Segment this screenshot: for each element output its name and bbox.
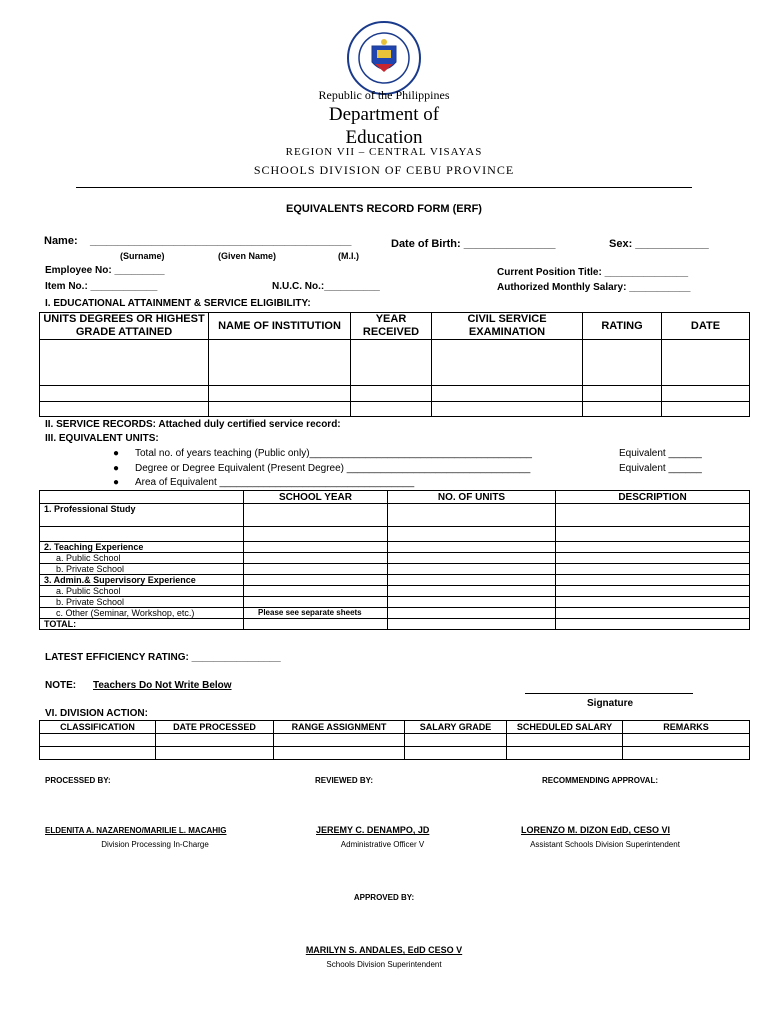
- bullet-1: ●: [113, 448, 120, 459]
- reviewer-name: JEREMY C. DENAMPO, JD: [316, 825, 430, 835]
- row-units[interactable]: [388, 504, 556, 527]
- section2-title: II. SERVICE RECORDS: Attached duly certified service record:: [45, 419, 341, 430]
- surname-caption: (Surname): [120, 251, 165, 261]
- table-row[interactable]: [40, 597, 750, 608]
- approved-by-label: APPROVED BY:: [353, 893, 415, 902]
- bullet1-text[interactable]: Total no. of years teaching (Public only)________________________________________: [135, 448, 532, 459]
- division-action-table: [39, 720, 750, 760]
- salary-field[interactable]: Authorized Monthly Salary: ___________: [497, 282, 691, 293]
- signature-line[interactable]: [525, 693, 693, 694]
- section1-title: I. EDUCATIONAL ATTAINMENT & SERVICE ELIGIBILITY:: [45, 298, 311, 309]
- row-description[interactable]: [556, 586, 750, 597]
- table-row[interactable]: [40, 402, 750, 417]
- col-units: UNITS DEGREES OR HIGHEST GRADE ATTAINED: [40, 313, 209, 340]
- bullet-3: ●: [113, 477, 120, 488]
- col-range: RANGE ASSIGNMENT: [274, 721, 405, 734]
- department-line1: Department of: [328, 104, 440, 125]
- reviewed-by-label: REVIEWED BY:: [315, 776, 374, 785]
- row-label: b. Private School: [40, 597, 244, 608]
- col-salary-grade: SALARY GRADE: [405, 721, 507, 734]
- recommending-label: RECOMMENDING APPROVAL:: [542, 776, 658, 785]
- education-table: [39, 312, 750, 417]
- row-units[interactable]: [388, 619, 556, 630]
- row-label: a. Public School: [40, 553, 244, 564]
- row-description[interactable]: [556, 597, 750, 608]
- row-school-year[interactable]: [244, 575, 388, 586]
- row-label: b. Private School: [40, 564, 244, 575]
- row-description[interactable]: [556, 575, 750, 586]
- approver-name: MARILYN S. ANDALES, EdD CESO V: [305, 945, 463, 955]
- row-label: 2. Teaching Experience: [40, 542, 244, 553]
- table-row[interactable]: [40, 553, 750, 564]
- approver-title: Schools Division Superintendent: [326, 960, 442, 969]
- col-classification: CLASSIFICATION: [40, 721, 156, 734]
- row-units[interactable]: [388, 575, 556, 586]
- table-row[interactable]: [40, 527, 750, 542]
- row-school-year[interactable]: [244, 564, 388, 575]
- col-year: YEAR RECEIVED: [351, 313, 432, 340]
- row-school-year[interactable]: [244, 527, 388, 542]
- republic-label: Republic of the Philippines: [318, 88, 450, 102]
- col-date-processed: DATE PROCESSED: [156, 721, 274, 734]
- row-units[interactable]: [388, 597, 556, 608]
- division-label: SCHOOLS DIVISION OF CEBU PROVINCE: [253, 163, 515, 177]
- row-description[interactable]: [556, 542, 750, 553]
- sex-field[interactable]: Sex: ____________: [609, 238, 709, 250]
- processor-name: ELDENITA A. NAZARENO/MARILIE L. MACAHIG: [45, 826, 227, 835]
- recommender-title: Assistant Schools Division Superintendent: [530, 840, 680, 849]
- bullet2-equivalent[interactable]: Equivalent ______: [619, 463, 702, 474]
- deped-seal: [346, 20, 422, 96]
- name-field[interactable]: _______________________________________________: [90, 236, 352, 247]
- row-units[interactable]: [388, 527, 556, 542]
- table-row[interactable]: [40, 340, 750, 386]
- name-label: Name:: [44, 235, 78, 247]
- table-row[interactable]: [40, 564, 750, 575]
- row-units[interactable]: [388, 586, 556, 597]
- col-scheduled-salary: SCHEDULED SALARY: [507, 721, 623, 734]
- department-line2: Education: [345, 127, 423, 148]
- item-no-field[interactable]: Item No.: ____________: [45, 281, 158, 292]
- processed-by-label: PROCESSED BY:: [45, 776, 111, 785]
- col-institution: NAME OF INSTITUTION: [209, 313, 351, 340]
- row-school-year[interactable]: [244, 619, 388, 630]
- equivalent-units-table: [39, 490, 750, 630]
- table-row[interactable]: [40, 734, 750, 747]
- row-units[interactable]: [388, 553, 556, 564]
- row-units[interactable]: [388, 608, 556, 619]
- table-row[interactable]: [40, 586, 750, 597]
- form-title: EQUIVALENTS RECORD FORM (ERF): [286, 203, 482, 215]
- col-date: DATE: [662, 313, 750, 340]
- nuc-no-field[interactable]: N.U.C. No.:__________: [272, 281, 380, 292]
- col-units: NO. OF UNITS: [388, 491, 556, 504]
- col-school-year: SCHOOL YEAR: [244, 491, 388, 504]
- efficiency-rating[interactable]: LATEST EFFICIENCY RATING: ________________: [45, 652, 281, 663]
- row-label: TOTAL:: [40, 619, 244, 630]
- reviewer-title: Administrative Officer V: [340, 840, 425, 849]
- dob-field[interactable]: Date of Birth: _______________: [391, 238, 556, 250]
- note-label: NOTE:: [45, 680, 77, 691]
- table-row[interactable]: [40, 504, 750, 527]
- row-description[interactable]: [556, 527, 750, 542]
- bullet-2: ●: [113, 463, 120, 474]
- table-row[interactable]: [40, 619, 750, 630]
- row-description[interactable]: [556, 553, 750, 564]
- row-school-year[interactable]: [244, 597, 388, 608]
- header-rule: [76, 187, 692, 188]
- table-row[interactable]: [40, 747, 750, 760]
- employee-no-field[interactable]: Employee No: _________: [45, 265, 165, 276]
- bullet3-text[interactable]: Area of Equivalent ___________________________________: [135, 477, 415, 488]
- row-label: a. Public School: [40, 586, 244, 597]
- bullet2-text[interactable]: Degree or Degree Equivalent (Present Degree) _________________________________: [135, 463, 531, 474]
- row-label: 1. Professional Study: [40, 504, 244, 527]
- table-row[interactable]: [40, 542, 750, 553]
- row-description[interactable]: [556, 504, 750, 527]
- row-description[interactable]: [556, 619, 750, 630]
- row-units[interactable]: [388, 564, 556, 575]
- col-remarks: REMARKS: [623, 721, 750, 734]
- region-label: REGION VII – CENTRAL VISAYAS: [285, 146, 483, 158]
- col-cse: CIVIL SERVICE EXAMINATION: [432, 313, 583, 340]
- row-description[interactable]: [556, 564, 750, 575]
- row-label: 3. Admin.& Supervisory Experience: [40, 575, 244, 586]
- table-row[interactable]: [40, 386, 750, 402]
- row-school-year[interactable]: [244, 586, 388, 597]
- col-description: DESCRIPTION: [556, 491, 750, 504]
- mi-caption: (M.I.): [338, 251, 359, 261]
- row-school-year[interactable]: [244, 553, 388, 564]
- note-text: Teachers Do Not Write Below: [93, 680, 232, 691]
- given-name-caption: (Given Name): [218, 251, 277, 261]
- bullet1-equivalent[interactable]: Equivalent ______: [619, 448, 702, 459]
- col-rating: RATING: [583, 313, 662, 340]
- processor-title: Division Processing In-Charge: [101, 840, 209, 849]
- row-units[interactable]: [388, 542, 556, 553]
- recommender-name: LORENZO M. DIZON EdD, CESO VI: [521, 825, 671, 835]
- row-label: c. Other (Seminar, Workshop, etc.): [40, 608, 244, 619]
- row-description[interactable]: [556, 608, 750, 619]
- table-row[interactable]: [40, 575, 750, 586]
- row-school-year[interactable]: Please see separate sheets: [244, 608, 388, 619]
- row-school-year[interactable]: [244, 504, 388, 527]
- current-position-field[interactable]: Current Position Title: _______________: [497, 267, 689, 278]
- col-category: [40, 491, 244, 504]
- row-label: [40, 527, 244, 542]
- row-school-year[interactable]: [244, 542, 388, 553]
- section6-title: VI. DIVISION ACTION:: [45, 708, 148, 719]
- section3-title: III. EQUIVALENT UNITS:: [45, 433, 159, 444]
- signature-label: Signature: [587, 698, 634, 709]
- table-row[interactable]: [40, 608, 750, 619]
